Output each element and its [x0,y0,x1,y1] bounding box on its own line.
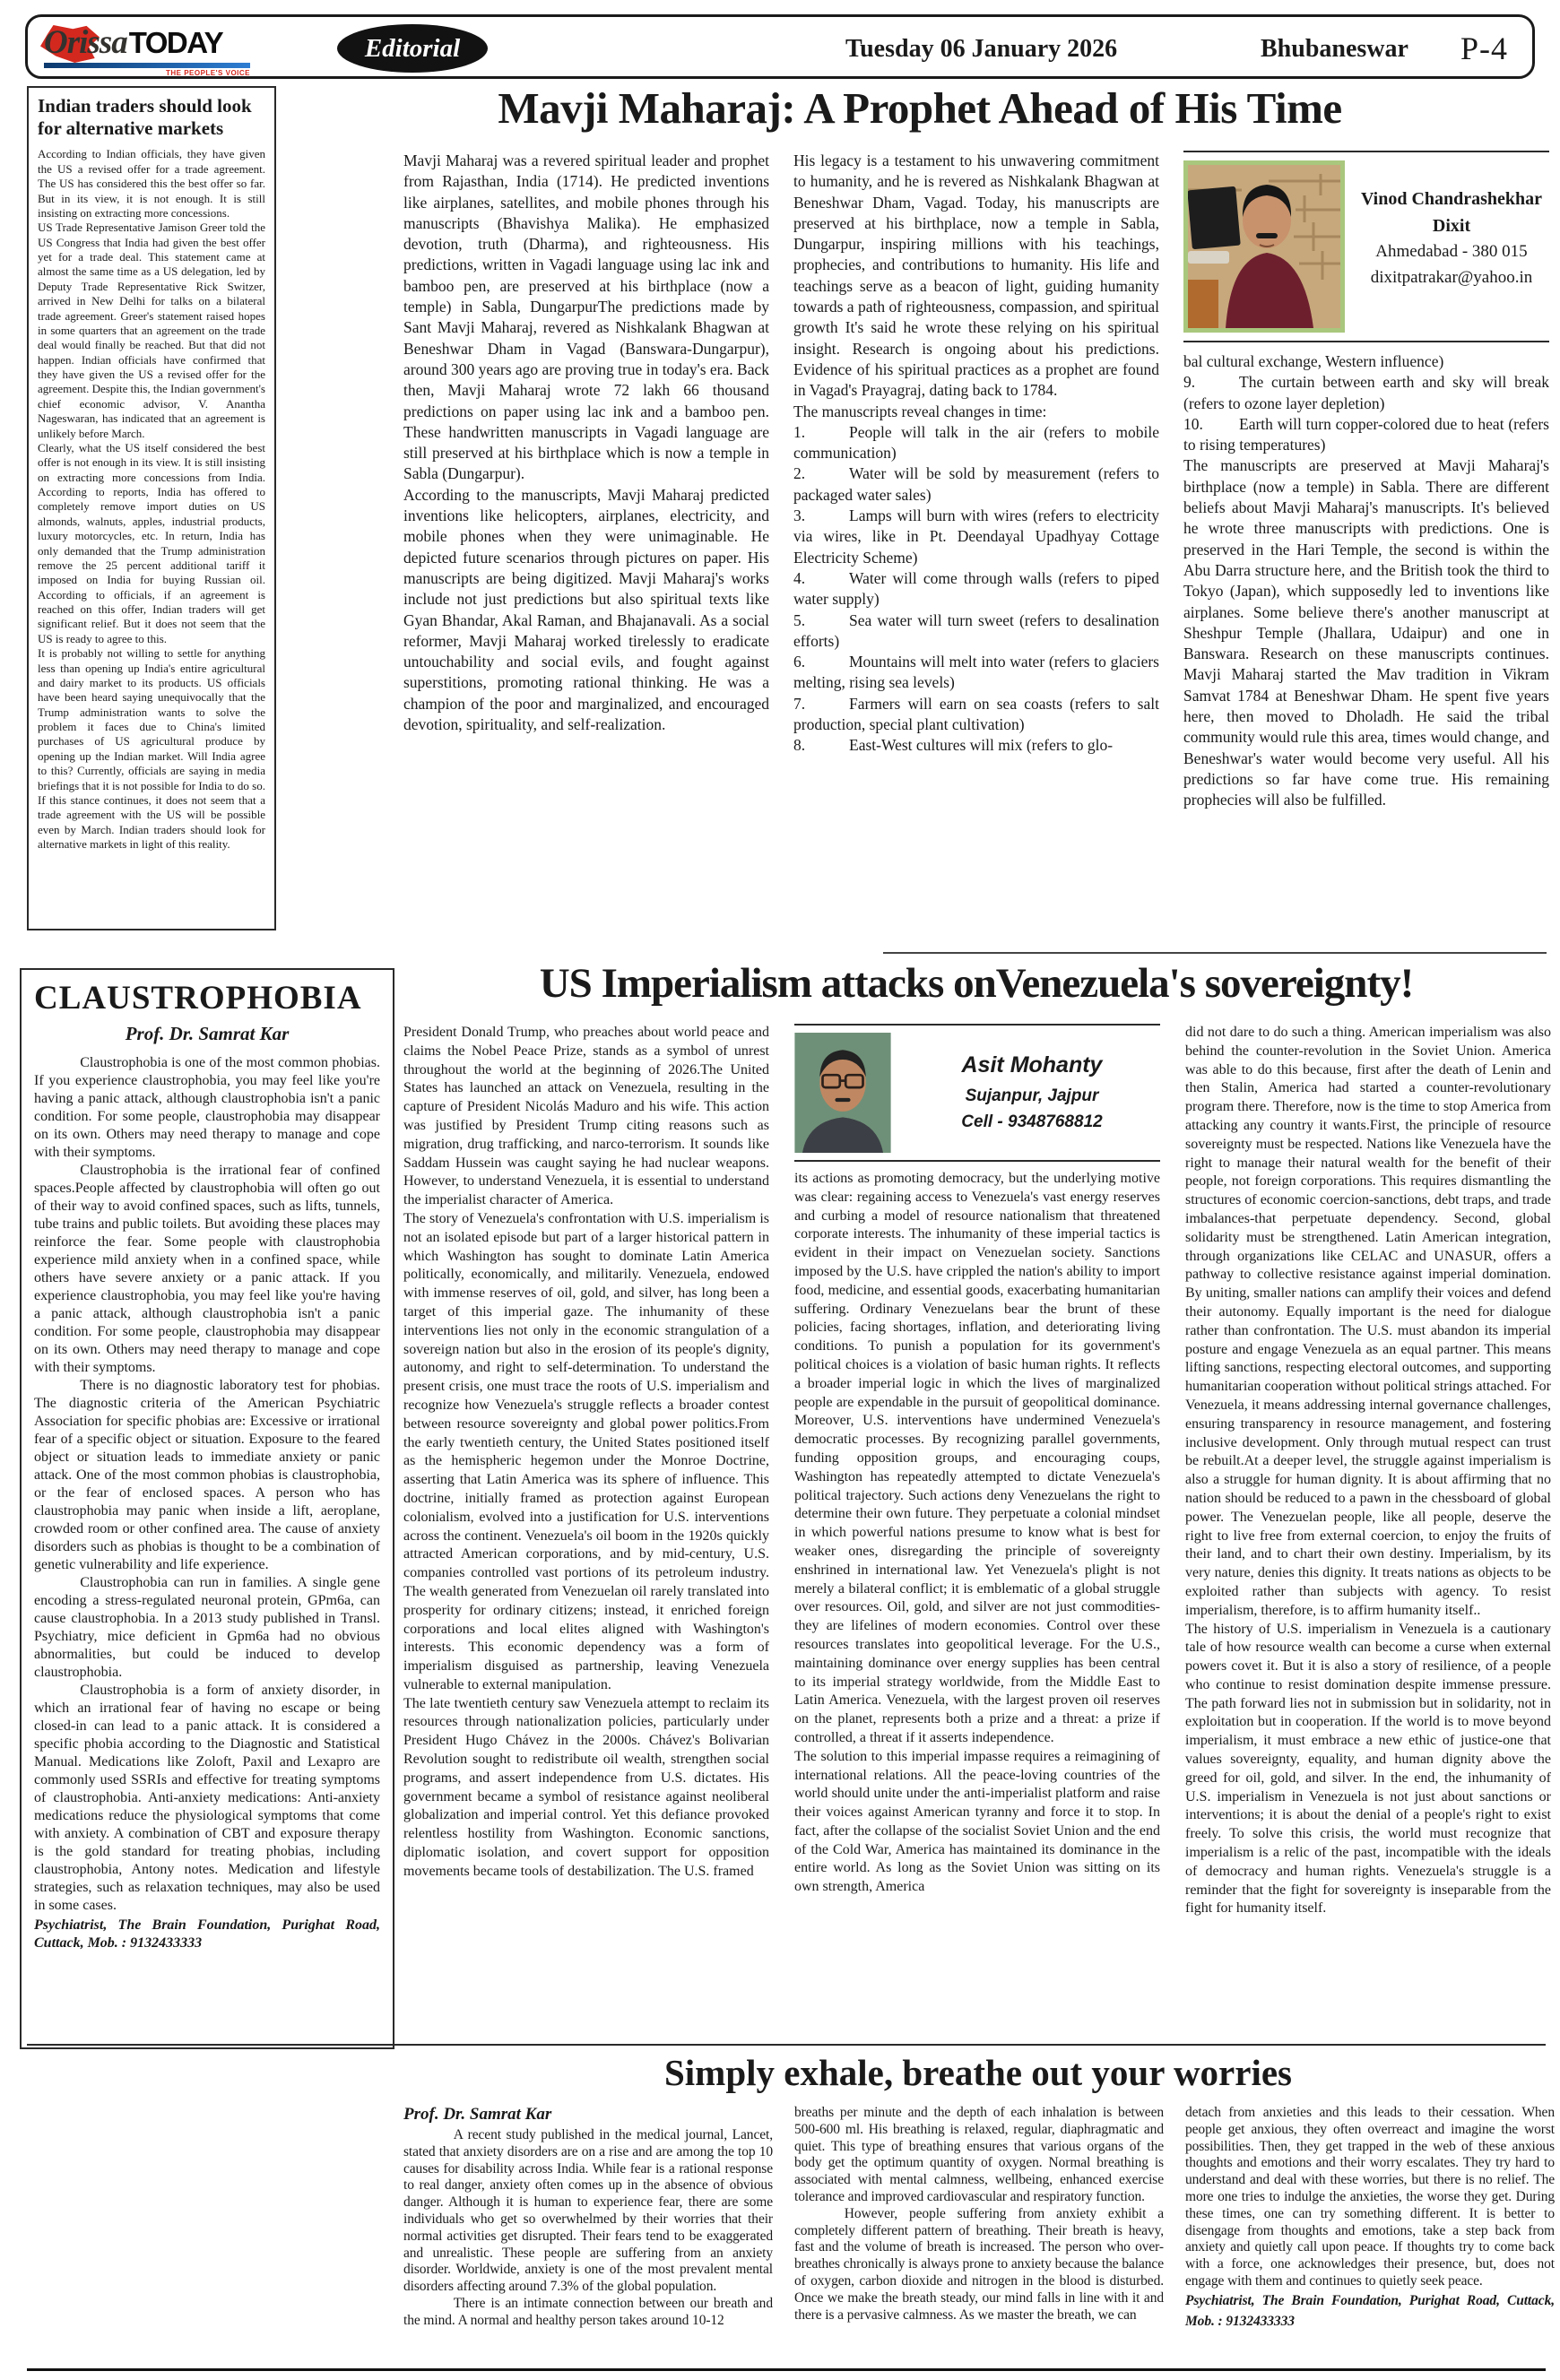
item-number: 3. [793,506,806,525]
item-text: East-West cultures will mix (refers to glo- [849,736,1114,755]
item-number: 4. [793,568,806,587]
claustro-paragraph: Claustrophobia is the irrational fear of confined spaces.People affected by claustrophobia will often go out of their way to avoid confined spaces, such as lifts, tunnels, tube trains and public toilets. But avoiding these places may reinforce the fear. Some people with claustrophobia experience mild anxiety when in a confined space, while others have severe anxiety or a panic attack. If you experience claustrophobia, you may feel like you're having a panic attack, although claustrophobia isn't a panic condition. For some people, claustrophobia may disappear on its own. Others may need therapy to manage and cope with their symptoms. [34,1163,380,1375]
paper-tagline: THE PEOPLE'S VOICE [165,69,250,77]
traders-paragraph: Clearly, what the US itself considered the best offer is not enough in its view. It is still insisting on extracting more concessions from India. According to reports, India has offered to completely remove import duties on US almonds, walnuts, apples, industrial products, luxury motorcycles, etc. In return, India has only demanded that the Trump administration remove the 25 percent additional tariff it imposed on India for buying Russian oil. According to officials, if an agreement is reached on this offer, Indian traders will get significant relief. But it does not seem that the US is ready to agree to this. [38,440,265,645]
exhale-paragraph: However, people suffering from anxiety exhibit a completely different pattern of breathing. Their breath is heavy, fast and the volume of breath is increased. The person who over-breathes chronically is always prone to anxiety because the balance of oxygen, carbon dioxide and nitrogen in the blood is disturbed. Once we make the breath steady, our mind falls in line with it and there is a pervasive calmness. As we master the breath, we can [794,2205,1164,2323]
traders-headline: Indian traders should look for alternative markets [38,95,252,140]
claustro-paragraph: There is no diagnostic laboratory test for phobias. The diagnostic criteria of the American Psychiatric Association for specific phobias are: Excessive or irrational fear of a specific object or situation. Exposure to the feared object or situation leads to immediate anxiety or panic attack. One of the most common phobias is claustrophobia, or the fear of enclosed spaces. A person who has claustrophobia may panic when inside a lift, aeroplane, crowded room or other confined area. The cause of anxiety disorders such as phobias is thought to be a combination of genetic vulnerability and life experience. [34,1378,380,1572]
claustro-paragraph: Claustrophobia can run in families. A single gene encoding a stress-regulated neuronal protein, GPm6a, can cause claustrophobia. In a 2013 study published in Transl. Psychiatry, mice deficient in Gpm6a had no obvious abnormalities, but could be induced to develop claustrophobia. [34,1575,380,1680]
paper-name-today: TODAY [128,26,223,59]
mavji-column-2 [793,151,1159,811]
section-divider [27,2044,1546,2046]
exhale-column-1 [403,2105,773,2332]
exhale-paragraph: A recent study published in the medical journal, Lancet, stated that anxiety disorders are on a rise and are among the top 10 causes for disability across India. While fear is a rational response to real danger, anxiety often comes up in the absence of obvious danger. Although it is human to experience fear, there are some individuals who get so overwhelmed by their worries that their normal activities get disrupted. Their fears tend to be exaggerated and unrealistic. These people are suffering from an anxiety disorder. Worldwide, anxiety is one of the most prevalent mental disorders affecting around 7.3% of the global population. [403,2127,773,2295]
us-column-3 [1185,1024,1551,1918]
traders-paragraph: It is probably not willing to settle for anything less than opening up India's entire agricultural and dairy market to its products. US officials have been heard saying unequivocally that the Trump administration wants to solve the problem it faces due to China's limited purchases of US agricultural produce by opening up the Indian market. Will India agree to this? Currently, officials are saying in media briefings that it is not possible for India to do so. If this stance continues, it does not seem that a trade agreement with the US will be possible even by March. Indian traders should look for alternative markets in light of this reality. [38,646,265,851]
prediction-item [793,694,1159,736]
exhale-paragraph: detach from anxieties and this leads to their cessation. When people get anxious, they often overreact and imagine the worst possibilities. Then, they get trapped in the web of these anxious thoughts and emotions and their worry escalates. They try hard to understand and deal with these worries, but there is no relief. The more one tries to indulge the anxieties, the worse they get. During these times, one can try something different. It is better to disengage from thoughts and emotions, take a step back from anxiety and quietly call upon peace. If thoughts try to come back with a force, one acknowledges their presence, but, does not engage with them and continues to quietly seek peace. [1185,2105,1555,2289]
item-text: Water will be sold by measurement (refers to packaged water sales) [793,464,1159,504]
item-text: People will talk in the air (refers to mobile communication) [793,422,1159,463]
section-divider [883,952,1547,954]
us-paragraph: did not dare to do such a thing. American imperialism was also behind the counter-revolution in the Soviet Union. America was able to do this because, first after the death of Lenin and then Stalin, America had started a counter-revolutionary program there. Therefore, now is the time to stop America from attacking any country it wants.First, the principle of resource sovereignty must be respected. Nations like Venezuela have the right to manage their natural wealth for the benefit of their people, not foreign corporations. This requires dismantling the structures of economic coercion-sanctions, debt traps, and trade imbalances-that perpetuate dependency. Second, global solidarity must be strengthened. Latin American integration, through organizations like CELAC and UNASUR, offers a pathway to collective resistance against imperial domination. By uniting, smaller nations can amplify their voices and defend their autonomy. Equally important is the need for dialogue rather than confrontation. The U.S. must abandon its imperial posture and engage Venezuela as an equal partner. This means lifting sanctions, respecting electoral outcomes, and supporting humanitarian cooperation without political strings attached. For Venezuela, it means addressing internal governance challenges, ensuring transparency in resource management, and fostering inclusive development. Only through mutual respect can trust be rebuilt.At a deeper level, the struggle against imperialism is also a struggle for human dignity. It is about affirming that no nation should be reduced to a pawn in the chessboard of global power. The Venezuelan people, like all people, deserve the right to live free from external coercion, to enjoy the fruits of their land, and to chart their own destiny. Imperialism, by its very nature, denies this dignity. It treats nations as objects to be exploited rather than subjects with agency. To resist imperialism, therefore, is to affirm humanity itself.. [1185,1025,1551,1618]
author-photo [1183,160,1345,333]
edition-city: Bhubaneswar [1261,35,1408,63]
prediction-item [1183,414,1549,456]
author-credit [904,1033,1160,1153]
mavji-column-3 [1183,151,1549,811]
mavji-paragraph: bal cultural exchange, Western influence) [1183,352,1444,370]
item-number: 7. [793,694,806,713]
item-number: 8. [793,736,806,755]
us-column-1 [403,1024,769,1918]
paper-name-orissa: Orissa [44,24,127,61]
edition-date: Tuesday 06 January 2026 [845,35,1118,63]
article-mavji-maharaj [403,151,1549,811]
author-box-dixit [1183,151,1549,342]
author-name: Asit Mohanty [961,1052,1103,1077]
prediction-item [793,422,1159,464]
masthead [25,14,1535,79]
item-number: 2. [793,464,806,483]
article-author: Prof. Dr. Samrat Kar [403,2105,552,2124]
mavji-paragraph: The manuscripts are preserved at Mavji Maharaj's birthplace (now a temple) in Sabla. There are different beliefs about Mavji Maharaj's manuscripts. It's believed he wrote three manuscripts with predictions. One is preserved in the Hari Temple, the second is within the Abu Darra structure here, and the British took the third to Tokyo (Japan), which supposedly led to inventions like airplanes. Some believe there's another manuscript at Sheshpur Temple (Jhallara, Udaipur) and one in Banswara. Research on these manuscripts continues. Mavji Maharaj started the Mav tradition in Vikram Samvat 1784 at Beneshwar Dham. He spent five years here, then moved to Dholadh. He said the tribal community would rule this area, times would change, and Beneshwar's water would become very useful. All his predictions so far have come true. His remaining prophecies will also be fulfilled. [1183,456,1549,809]
author-cell: Cell - 9348768812 [961,1112,1103,1131]
item-text: The curtain between earth and sky will break (refers to ozone layer depletion) [1183,373,1549,412]
author-portrait-illustration [794,1033,891,1153]
mavji-column-1 [403,151,769,811]
claustrophobia-headline: CLAUSTROPHOBIA [34,980,362,1017]
page-number: P-4 [1460,30,1509,66]
us-paragraph: The story of Venezuela's confrontation with U.S. imperialism is not an isolated episode but part of a larger historical pattern in which Washington has sought to dominate Latin America politically, economically, and militarily. Venezuela, endowed with immense reserves of oil, gold, and silver, has long been a target of this imperial gaze. The inhumanity of these interventions lies not only in the economic strangulation of a sovereign nation but also in the erosion of its people's dignity, autonomy, and right to self-determination. To understand the present crisis, one must trace the roots of U.S. imperialism and recognize how Venezuela's struggle reflects a broader contest between resource sovereignty and global power politics.From the early twentieth century, the United States positioned itself as the hemispheric hegemon under the Monroe Doctrine, asserting that Latin America was its sphere of influence. This doctrine, initially framed as protection against European colonialism, evolved into a justification for U.S. interventions across the continent. Venezuela's oil boom in the 1920s quickly attracted American corporations, and by mid-century, U.S. companies controlled vast portions of its petroleum industry. The wealth generated from Venezuelan oil rarely translated into prosperity for ordinary citizens; instead, it enriched foreign corporations and local elites aligned with Washington's interests. This economic dependency was a form of imperialism disguised as partnership, leaving Venezuela vulnerable to external manipulation. [403,1210,769,1692]
item-text: Water will come through walls (refers to piped water supply) [793,568,1159,609]
page-footer-rule [27,2368,1546,2371]
exhale-paragraph: breaths per minute and the depth of each inhalation is between 500-600 ml. His breathing is relaxed, regular, diaphragmatic and quiet. This type of breathing ensures that various organs of the body get the optimum quantity of oxygen. Normal breathing is associated with mental calmness, wellbeing, enhanced exercise tolerance and improved cardiovascular and respiratory function. [794,2105,1164,2204]
exhale-paragraph: There is an intimate connection between our breath and the mind. A normal and healthy person takes around 10-12 [403,2295,773,2328]
article-author: Prof. Dr. Samrat Kar [125,1023,290,1044]
exhale-column-2 [794,2105,1164,2332]
section-badge: Editorial [337,24,488,73]
traders-paragraph: According to Indian officials, they have given the US a revised offer for a trade agreement. The US has considered this the best offer so far. But in its view, it is not enough. It is still insisting on extracting more concessions. [38,147,265,220]
mavji-list-intro: The manuscripts reveal changes in time: [793,402,1047,420]
article-simply-exhale [403,2105,1555,2332]
us-imperialism-headline: US Imperialism attacks onVenezuela's sovereignty! [539,960,1414,1007]
prediction-item [793,463,1159,506]
us-paragraph: The history of U.S. imperialism in Venezuela is a cautionary tale of how resource wealth can become a curse when external powers covet it. But it is also a story of resilience, of a people who continue to resist domination despite immense pressure. The path forward lies not in submission but in solidarity, not in exploitation but in cooperation. If the world is to move beyond imperialism, it must embrace a new ethic of justice-one that values sovereignty, equality, and human dignity above the greed for oil, gold, and silver. In the end, the inhumanity of U.S. imperialism in Venezuela is not just about sanctions or interventions; it is about the denial of a people's right to exist freely. To solve this crisis, the world must recognize that imperialism is a relic of the past, incompatible with the ideals of democracy and human rights. Venezuela's struggle is a reminder that the fight for sovereignty is inseparable from the fight for humanity itself. [1185,1621,1551,1917]
author-photo [794,1033,891,1153]
traders-paragraph: US Trade Representative Jamison Greer told the US Congress that India had given the best offer yet for a trade deal. This statement came at almost the same time as a US delegation, led by Deputy Trade Representative Rick Switzer, arrived in New Delhi for talks on a bilateral trade agreement. Greer's statement raised hopes in some quarters that an agreement on the trade deal would finally be reached. But that did not happen. Indian officials have confirmed that they have given the US a revised offer for the agreement. Despite this, the Indian government's chief economic advisor, V. Anantha Nageswaran, has indicated that an agreement is unlikely before March. [38,221,265,440]
mavji-paragraph: His legacy is a testament to his unwavering commitment to humanity, and he is revered as Nishkalank Bhagwan at Beneshwar Dham, Vagad. Today, his manuscripts are preserved at his birthplace, now a temple in Sabla, Dungarpur, inspiring millions with his teachings, prophecies, and contributions to humanity. His life and teachings serve as a beacon of light, guiding humanity towards a path of righteousness, compassion, and spiritual growth It's said he wrote these relying on his spiritual insight. Research is ongoing about his predictions. Evidence of his spiritual practices as a prophet are found in Vagad's Prayagraj, dating back to 1784. [793,151,1159,400]
mavji-paragraph: According to the manuscripts, Mavji Maharaj predicted inventions like helicopters, airplanes, electricity, and mobile phones when they were unimaginable. He depicted future scenarios through pictures on paper. His manuscripts are being digitized. Mavji Maharaj's works include not just predictions but also spiritual texts like Gyan Bhandar, Akal Raman, and Bhajanavali. As a social reformer, Mavji Maharaj worked tirelessly to eradicate untouchability and social evils, and fought against superstitions, promoting rational thinking. He was a champion of the poor and marginalized, and encouraged devotion, spirituality, and self-realization. [403,485,769,734]
prediction-item [793,610,1159,653]
item-number: 6. [793,653,806,671]
us-paragraph: The solution to this imperial impasse requires a reimagining of international relations. All the peace-loving countries of the world should unite under the anti-imperialist platform and raise their voices against American tyranny and force it to stop. In fact, after the collapse of the socialist Soviet Union and the end of the Cold War, America has maintained its dominance in the entire world. As long as the Soviet Union was sitting on its own strength, America [794,1748,1160,1895]
author-box-mohanty [794,1024,1160,1162]
item-number: 9. [1183,373,1196,392]
item-number: 10. [1183,414,1203,433]
exhale-headline: Simply exhale, breathe out your worries [663,2052,1292,2093]
exhale-column-3 [1185,2105,1555,2332]
us-paragraph: its actions as promoting democracy, but the underlying motive was clear: regaining access to Venezuela's vast energy reserves and curbing a model of resource nationalism that threatened corporate interests. The inhumanity of these imperial tactics is evident in their impact on Venezuelan society. Sanctions imposed by the U.S. have crippled the nation's ability to import food, medicine, and essential goods, exacerbating humanitarian suffering. Ordinary Venezuelans bear the brunt of these policies, facing shortages, inflation, and deteriorating living conditions. To punish a population for its government's political choices is a violation of basic human rights. It reflects a broader imperial logic in which the lives of marginalized people are expendable in the pursuit of geopolitical dominance. Moreover, U.S. interventions have undermined Venezuela's democratic processes. By recognizing parallel governments, funding opposition groups, and encouraging coups, Washington has repeatedly attempted to dictate Venezuela's political trajectory. Such actions deny Venezuelans the right to determine their own future. They perpetuate a colonial mindset in which powerful nations presume to know what is best for weaker ones, disregarding the principle of sovereignty enshrined in international law. Yet Venezuela's plight is not merely a bilateral conflict; it is emblematic of a global struggle over resources. Oil, gold, and silver are not just commodities-they are lifelines of modern economies. Control over these resources translates into geopolitical leverage. For the U.S., maintaining dominance over energy supplies has been central to its imperial strategy worldwide, from the Middle East to Latin America. Venezuela, with the largest proven oil reserves on the planet, represents both a prize and a threat: a prize if controlled, a threat if it asserts independence. [794,1171,1160,1745]
author-signature: Psychiatrist, The Brain Foundation, Purighat Road, Cuttack, Mob. : 9132433333 [34,1917,380,1951]
us-paragraph: The late twentieth century saw Venezuela attempt to reclaim its resources through nationalization policies, particularly under President Hugo Chávez in the 2000s. Chávez's Bolivarian Revolution sought to redistribute oil wealth, strengthen social programs, and assert independence from U.S. dictates. His government became a symbol of resistance against neoliberal globalization and imperial control. Yet this defiance provoked relentless hostility from Washington. Economic sanctions, diplomatic isolation, and covert support for opposition movements became tools of destabilization. The U.S. framed [403,1695,769,1879]
prediction-item [793,568,1159,610]
prediction-item [1183,372,1549,414]
article-claustrophobia [20,968,394,2049]
item-text: Farmers will earn on sea coasts (refers to salt production, special plant cultivation) [793,694,1159,734]
item-text: Mountains will melt into water (refers to glaciers melting, rising sea levels) [793,653,1159,692]
us-column-2 [794,1024,1160,1918]
item-number: 1. [793,422,806,441]
item-text: Sea water will turn sweet (refers to desalination efforts) [793,610,1159,650]
paper-logo [44,23,250,77]
article-us-imperialism [403,1024,1551,1918]
author-name: Vinod Chandrashekhar Dixit [1360,189,1543,236]
author-place: Sujanpur, Jajpur [965,1086,1099,1105]
us-paragraph: President Donald Trump, who preaches about world peace and claims the Nobel Peace Prize, stands as a symbol of unrest throughout the world at the beginning of 2026.The United States has launched an attack on Venezuela, resulting in the capture of President Nicolás Maduro and his wife. This action was justified by President Trump citing reasons such as migration, drug trafficking, and narco-terrorism. It sounds like Saddam Hussein was caught saying he had nuclear weapons. However, to understand Venezuela, it is essential to understand the imperialist character of America. [403,1025,769,1208]
author-credit [1354,160,1549,333]
item-number: 5. [793,610,806,629]
mavji-paragraph: Mavji Maharaj was a revered spiritual leader and prophet from Rajasthan, India (1714). He predicted inventions like airplanes, satellites, and mobile phones through his manuscripts (Bhavishya Malika). He emphasized devotion, truth (Dharma), and righteousness. His predictions, written in Vagadi language using lac ink and bamboo pen, are preserved at his birthplace (now a temple) in Sabla, DungarpurThe predictions made by Sant Mavji Maharaj, revered as Nishkalank Bhagwan at Beneshwar Dham in Vagad (Banswara-Dungarpur), around 300 years ago are proving true in today's era. Back then, Mavji Maharaj wrote 72 lakh 66 thousand predictions on paper using lac ink and a bamboo pen. These handwritten manuscripts in Vagadi language are still preserved at his birthplace which is now a temple in Sabla (Dungarpur). [403,151,769,483]
claustro-paragraph: Claustrophobia is one of the most common phobias. If you experience claustrophobia, you may feel like you're having a panic attack, although claustrophobia isn't a panic condition. For some people, claustrophobia may disappear on its own. Others may need therapy to manage and cope with their symptoms. [34,1055,380,1160]
item-text: Lamps will burn with wires (refers to electricity via wires, like in Pt. Deendayal Upadhyay Cottage Electricity Scheme) [793,506,1159,567]
mavji-headline: Mavji Maharaj: A Prophet Ahead of His Time [498,83,1342,133]
logo-underline [44,63,250,68]
item-text: Earth will turn copper-colored due to heat (refers to rising temperatures) [1183,414,1549,454]
author-city: Ahmedabad - 380 015 [1375,242,1528,261]
author-email: dixitpatrakar@yahoo.in [1370,267,1533,287]
prediction-item [793,652,1159,694]
prediction-item [793,735,1159,756]
prediction-item [793,506,1159,568]
author-portrait-illustration [1188,165,1340,328]
article-indian-traders [27,86,276,930]
author-signature: Psychiatrist, The Brain Foundation, Purighat Road, Cuttack, Mob. : 9132433333 [1185,2292,1555,2330]
claustro-paragraph: Claustrophobia is a form of anxiety disorder, in which an irrational fear of having no escape or being closed-in can lead to a panic attack. It is considered a specific phobia according to the Diagnostic and Statistical Manual. Medications like Zoloft, Paxil and Lexapro are commonly used SSRIs and effective for treating symptoms of claustrophobia. Anti-anxiety medications: Anti-anxiety medications reduce the physiological symptoms that come with anxiety. A combination of CBT and exposure therapy is the gold standard for treating phobias, including claustrophobia, Antony notes. Medication and lifestyle strategies, such as relaxation techniques, may also be used in some cases. [34,1683,380,1913]
